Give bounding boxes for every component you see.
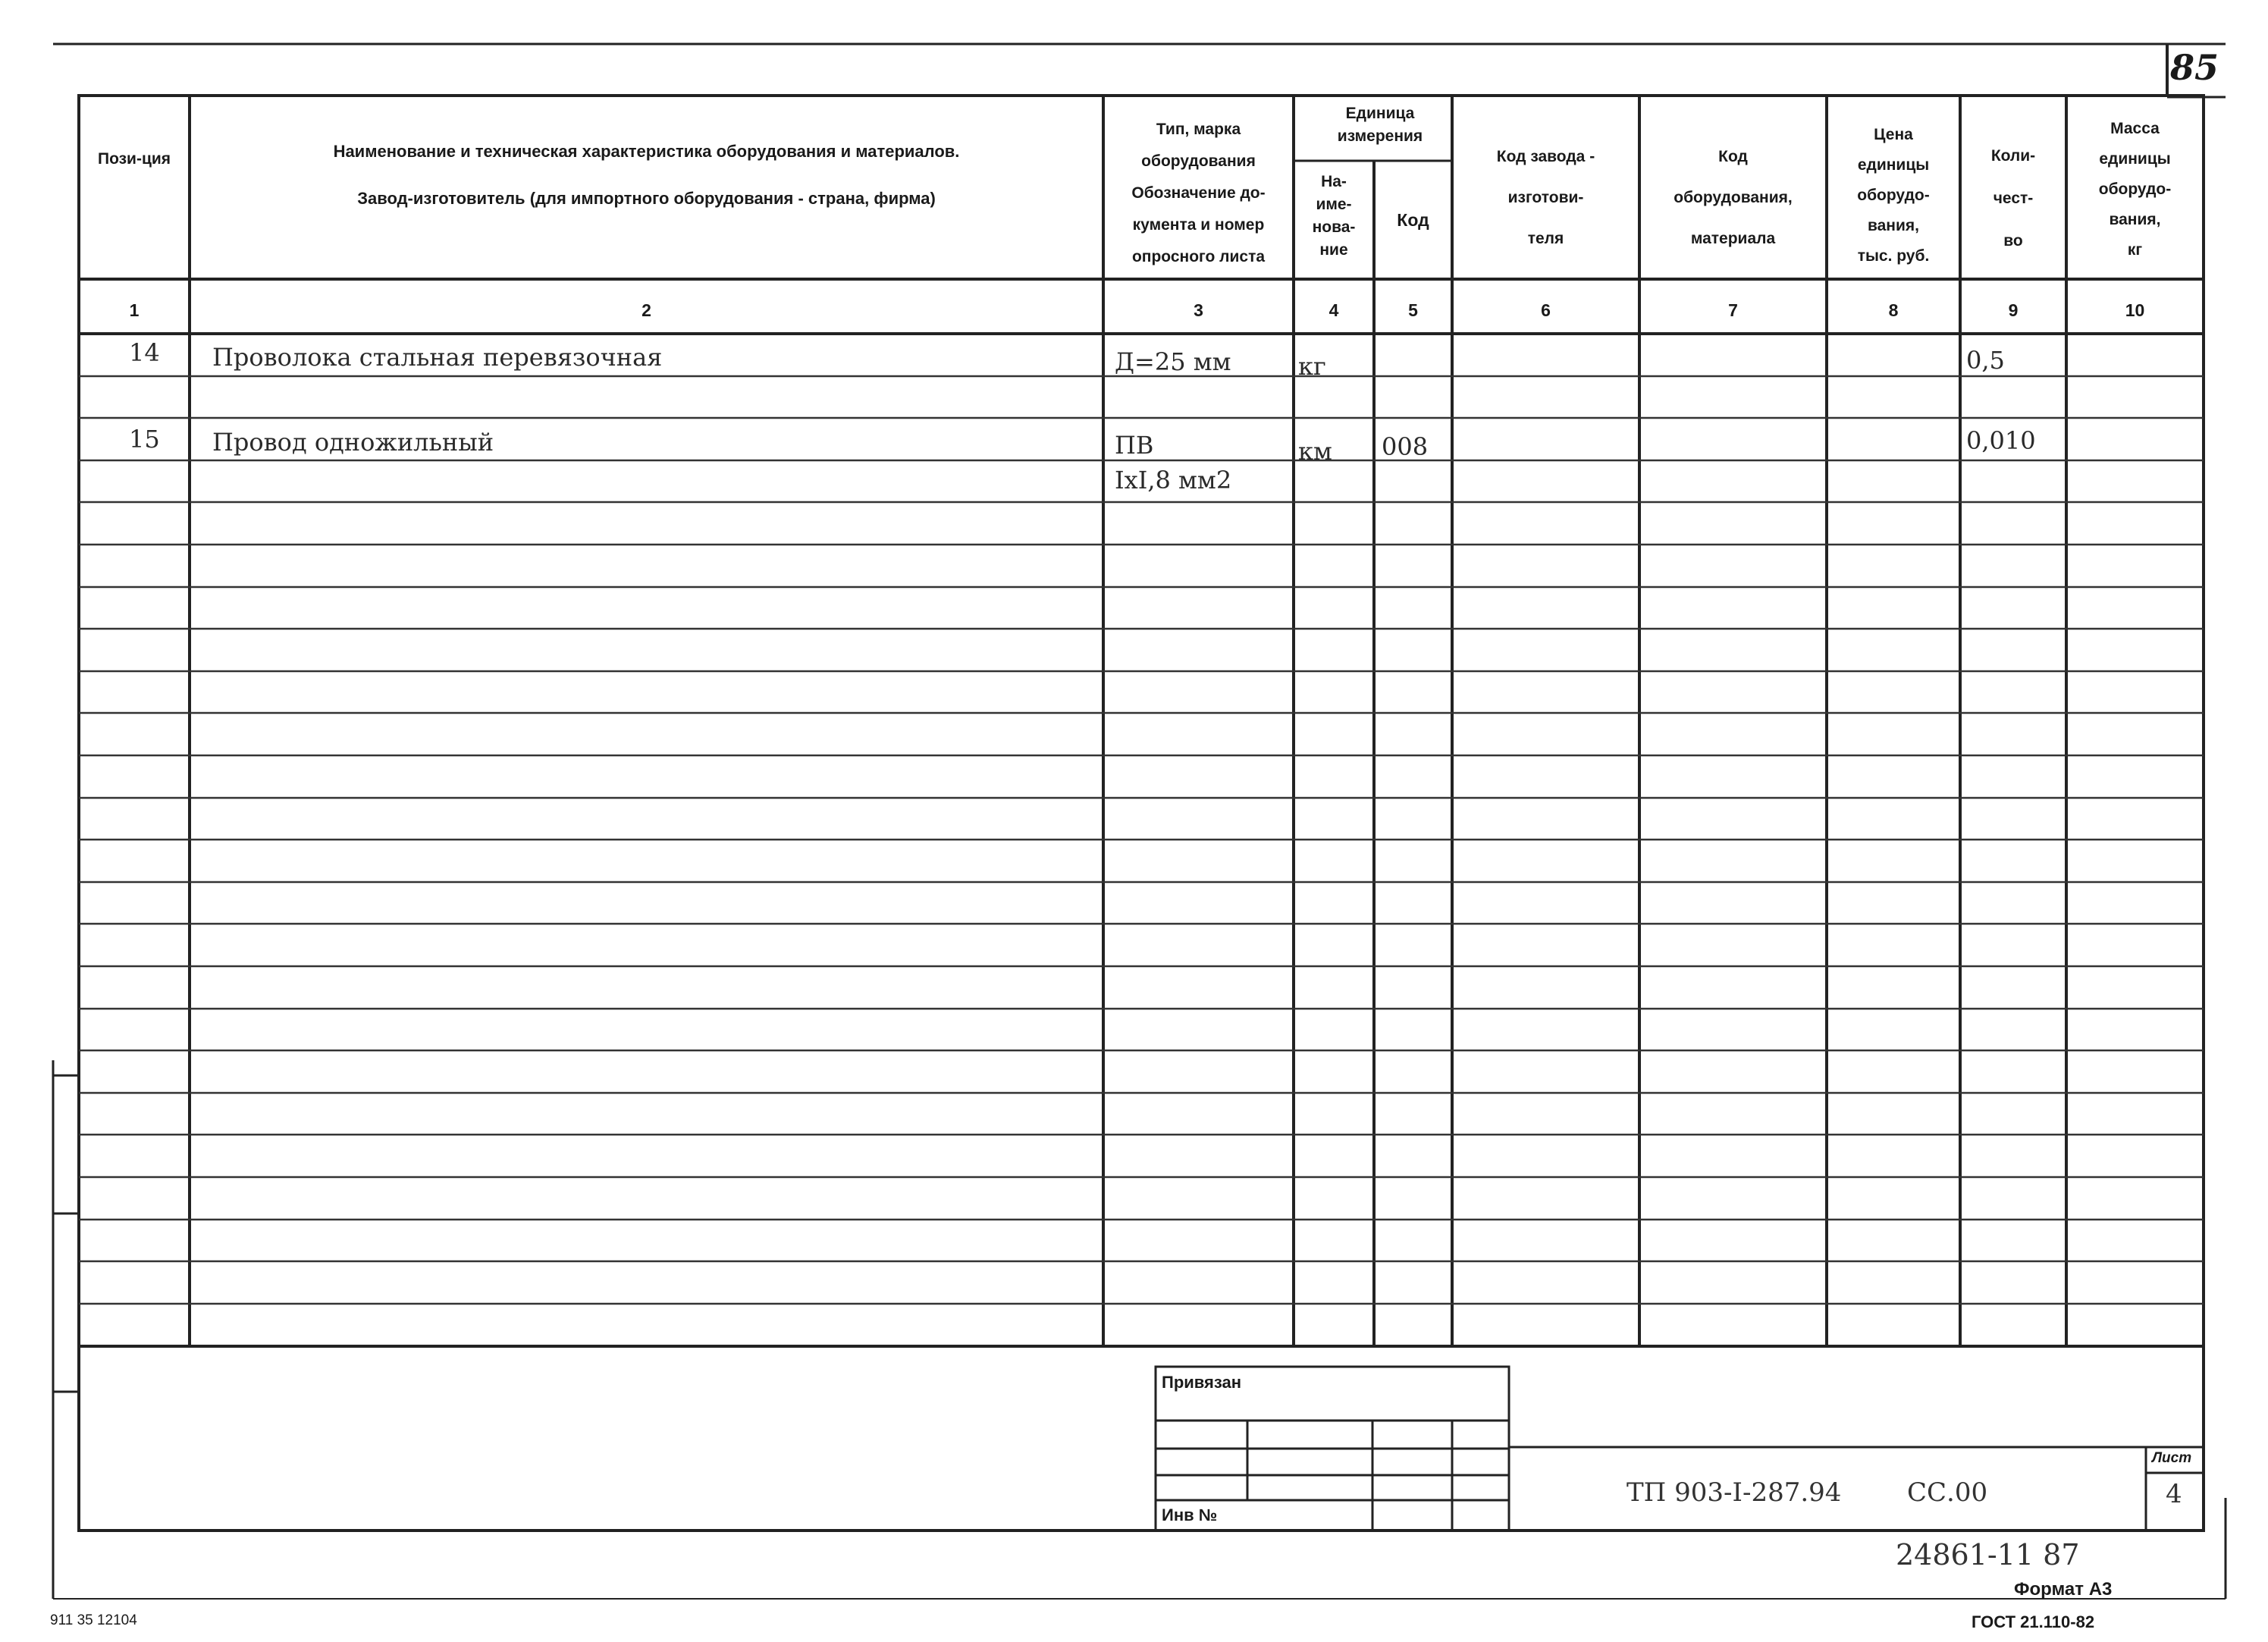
- header-type-l5: опросного листа: [1131, 248, 1266, 265]
- bound-label: Привязан: [1162, 1373, 1242, 1392]
- colnum-7: 7: [1728, 300, 1738, 320]
- sheet-number: 4: [2166, 1479, 2182, 1509]
- colnum-2: 2: [642, 300, 651, 320]
- gost-label: ГОСТ 21.110-82: [1972, 1612, 2095, 1631]
- row-type-line2: IxI,8 мм2: [1115, 466, 1232, 494]
- document-suffix: СС.00: [1907, 1477, 1988, 1508]
- row-code: 008: [1382, 432, 1429, 461]
- row-position: 15: [129, 425, 160, 454]
- row-quantity: 0,010: [1966, 426, 2036, 455]
- colnum-5: 5: [1408, 300, 1418, 320]
- footer-left-number: 911 35 12104: [50, 1612, 137, 1628]
- header-unit-code-label: Код: [1397, 210, 1429, 230]
- header-name-line1: [190, 130, 1103, 173]
- header-unit-name: [1294, 171, 1374, 262]
- header-position: [79, 148, 190, 171]
- colnum-8: 8: [1888, 300, 1899, 320]
- header-price-l2: единицы: [1857, 156, 1930, 174]
- colnum-6: 6: [1541, 300, 1551, 320]
- colnum-9: 9: [2008, 300, 2019, 320]
- header-plant-code: [1452, 137, 1639, 259]
- colnum-10: 10: [2125, 300, 2145, 320]
- colnum-1: 1: [129, 300, 140, 320]
- header-quantity-l3: во: [2003, 232, 2023, 250]
- colnum-3: 3: [1194, 300, 1203, 320]
- header-type-l3: Обозначение до-: [1131, 184, 1266, 202]
- header-unit-name-l4: ние: [1319, 241, 1348, 259]
- header-position-label: Пози-ция: [97, 150, 171, 168]
- inventory-label: Инв №: [1162, 1505, 1218, 1524]
- header-name-text2: Завод-изготовитель (для импортного оборудования - страна, фирма): [357, 189, 936, 208]
- header-quantity-l1: Коли-: [1990, 147, 2036, 165]
- archive-number: 24861-11 87: [1896, 1538, 2080, 1571]
- header-mass-l3: оборудо-: [2098, 181, 2172, 198]
- format-label: Формат А3: [2014, 1579, 2113, 1600]
- header-price-l1: Цена: [1874, 126, 1913, 143]
- row-name: Проволока стальная перевязочная: [212, 343, 663, 372]
- row-type: Д=25 мм: [1115, 347, 1231, 376]
- header-unit-group: [1323, 102, 1437, 148]
- header-unit-name-l2: име-: [1316, 196, 1352, 213]
- sheet-label: Лист: [2152, 1450, 2192, 1466]
- header-unit-group-label: Единица измерения: [1337, 105, 1423, 145]
- row-quantity: 0,5: [1966, 346, 2005, 375]
- header-unit-code: [1374, 199, 1452, 241]
- row-position: 14: [129, 338, 160, 367]
- header-type-l1: Тип, марка: [1156, 121, 1241, 138]
- page-number: 85: [2170, 47, 2219, 88]
- row-type: ПВ: [1115, 431, 1154, 460]
- header-quantity-l2: чест-: [1993, 190, 2034, 207]
- header-equipment-code-l2: оборудования,: [1674, 189, 1793, 206]
- header-unit-name-l3: нова-: [1312, 218, 1356, 236]
- header-plant-code-l3: теля: [1527, 230, 1564, 247]
- header-type: [1103, 114, 1294, 273]
- header-plant-code-l1: Код завода -: [1496, 148, 1595, 165]
- header-name-line2: [190, 177, 1103, 220]
- header-price-l4: вания,: [1868, 217, 1919, 234]
- header-quantity: [1960, 135, 2066, 262]
- header-equipment-code-l3: материала: [1690, 230, 1776, 247]
- header-price-l5: тыс. руб.: [1857, 247, 1930, 265]
- row-name: Провод одножильный: [212, 428, 494, 457]
- header-price-l3: оборудо-: [1857, 187, 1930, 204]
- header-mass: [2066, 114, 2204, 265]
- colnum-4: 4: [1328, 300, 1339, 320]
- header-type-l2: оборудования: [1141, 152, 1256, 170]
- document-code: ТП 903-I-287.94: [1626, 1477, 1842, 1508]
- row-unit: км: [1298, 437, 1332, 466]
- header-equipment-code-l1: Код: [1718, 148, 1748, 165]
- header-equipment-code: [1639, 137, 1827, 259]
- header-name-text1: Наименование и техническая характеристика оборудования и материалов.: [333, 142, 960, 161]
- header-mass-l2: единицы: [2099, 150, 2171, 168]
- header-mass-l5: кг: [2127, 241, 2143, 259]
- header-mass-l1: Масса: [2110, 120, 2160, 137]
- header-unit-name-l1: На-: [1321, 173, 1347, 190]
- header-plant-code-l2: изготови-: [1507, 189, 1584, 206]
- header-type-l4: кумента и номер: [1132, 216, 1265, 234]
- header-mass-l4: вания,: [2109, 211, 2161, 228]
- header-price: [1827, 120, 1960, 272]
- row-unit: кг: [1298, 352, 1326, 381]
